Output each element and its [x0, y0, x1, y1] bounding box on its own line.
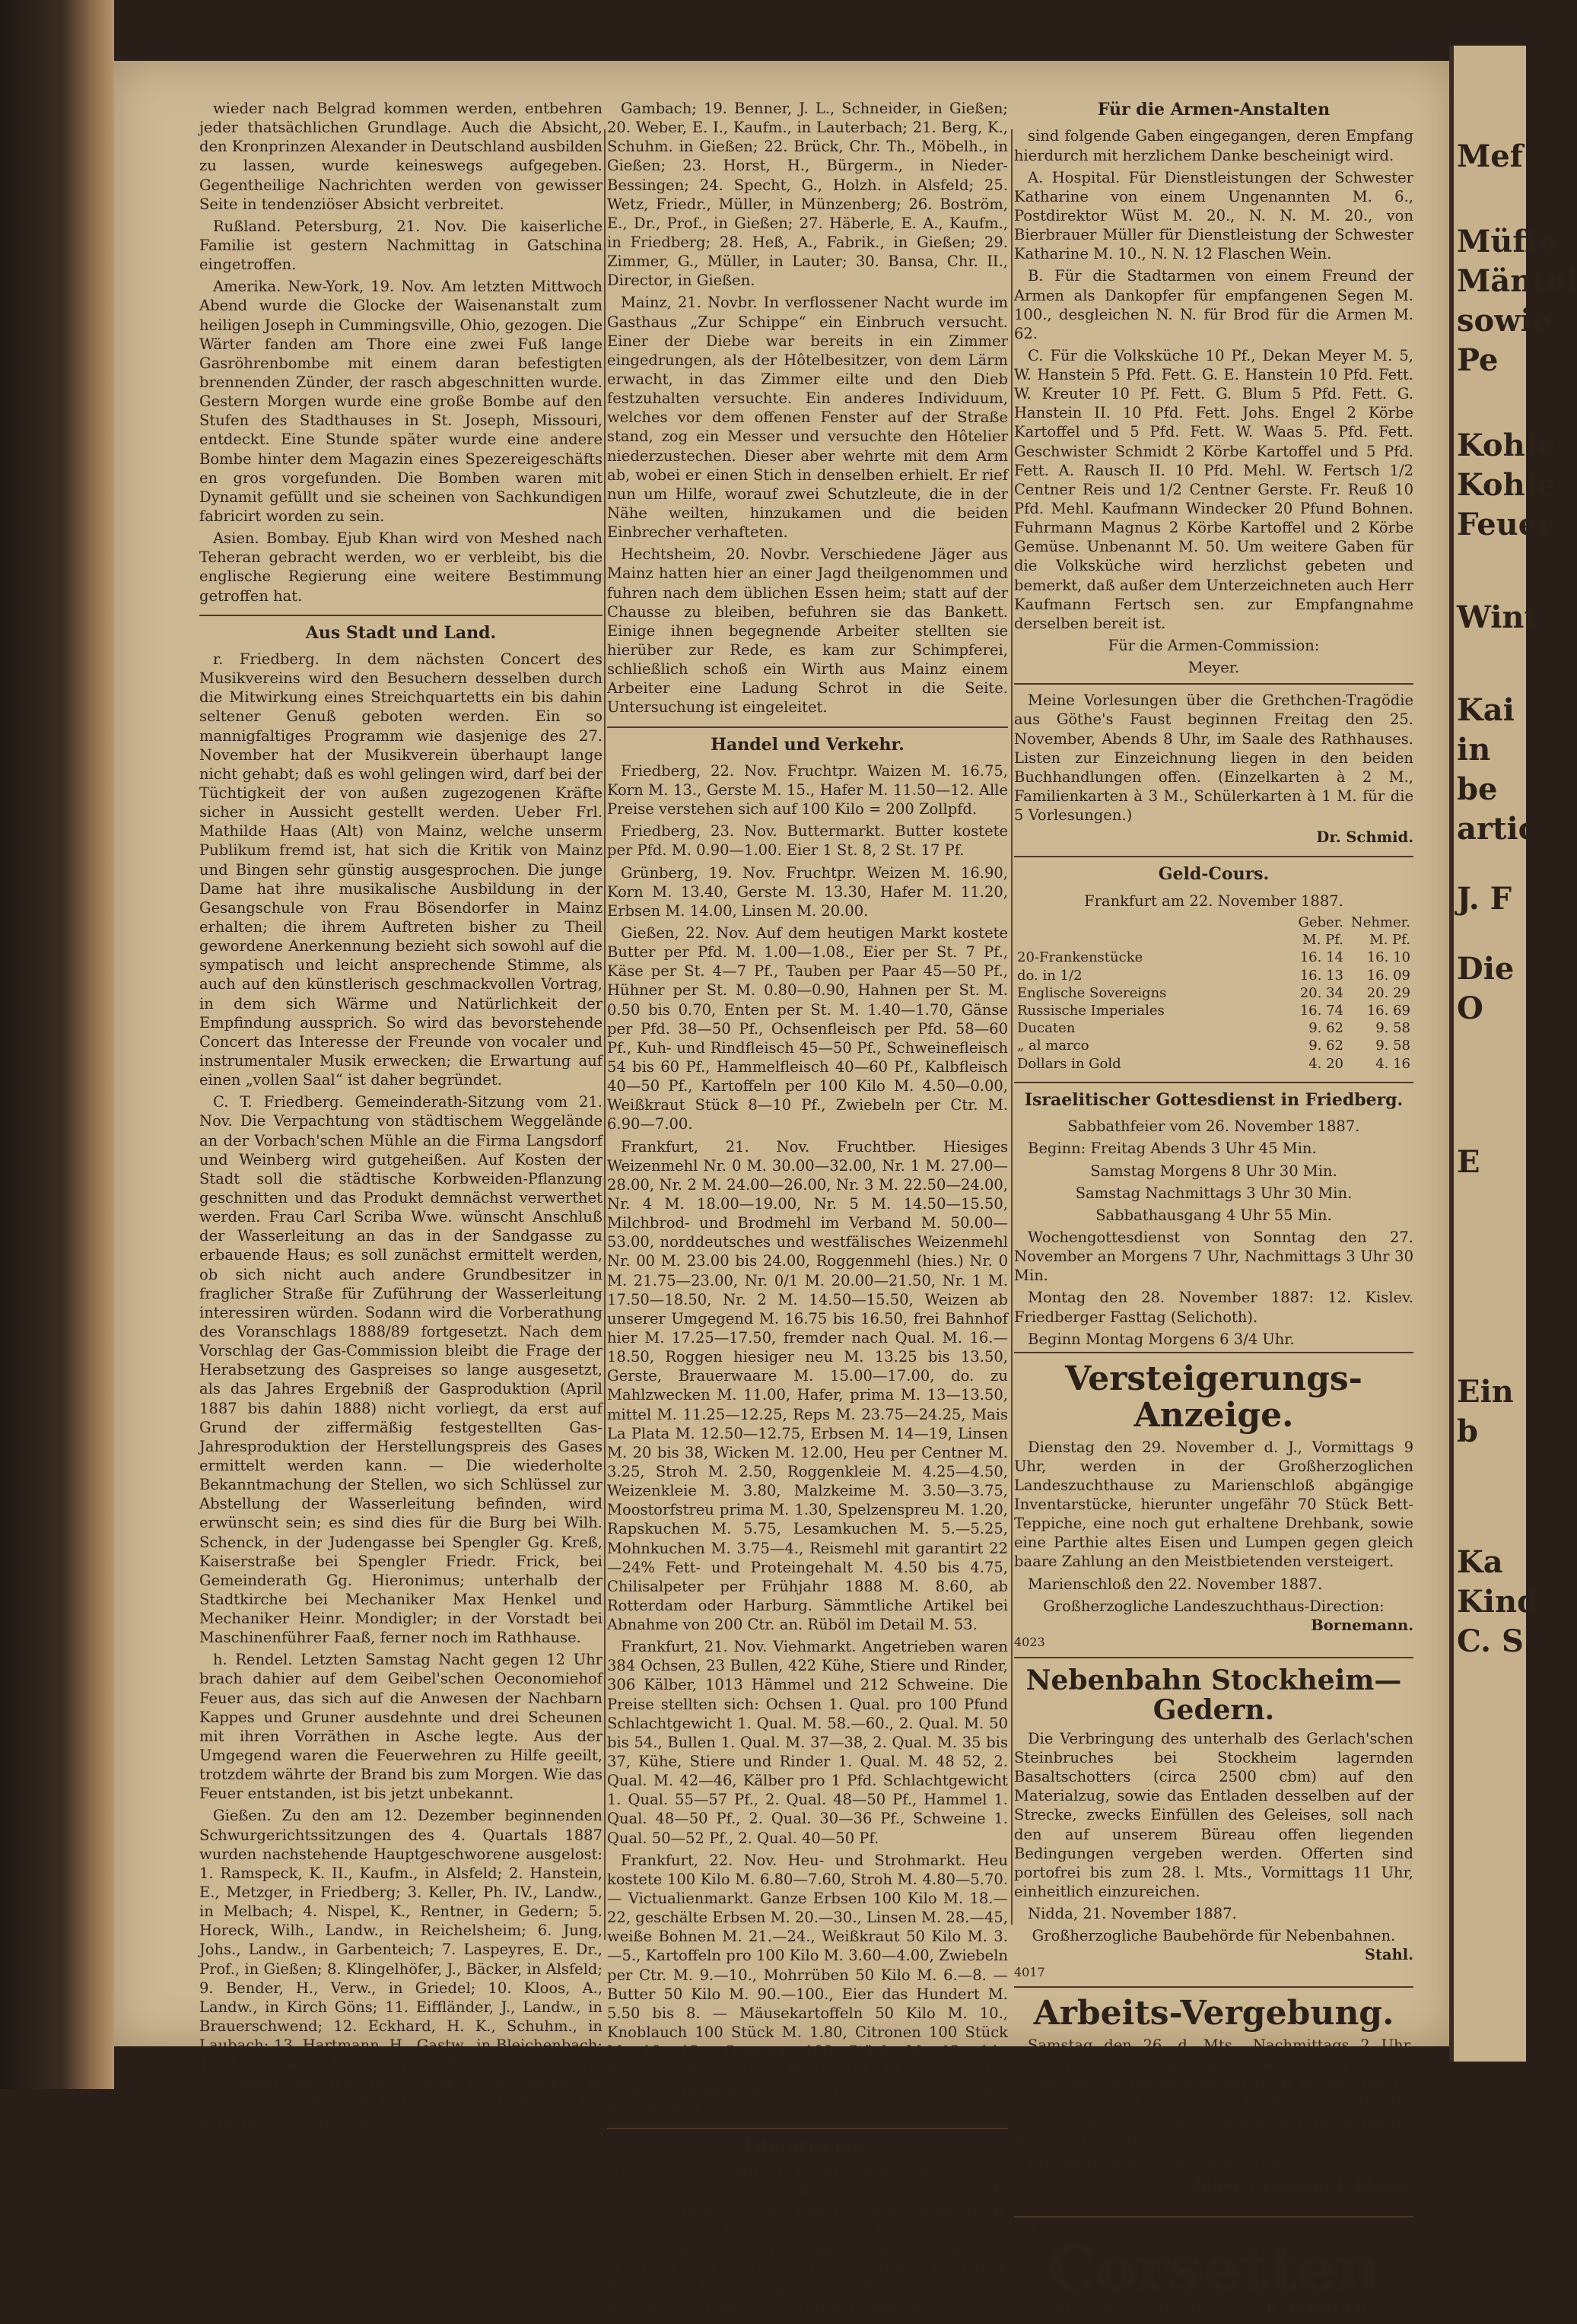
- fragment-text: Mef: [1457, 138, 1523, 174]
- fragment-text: Ein b: [1457, 1374, 1514, 1449]
- exchange-table: [1014, 914, 1413, 1073]
- section-heading: Israelitischer Gottesdienst in Friedberg.: [1014, 1082, 1413, 1111]
- article-paragraph: h. Rendel. Letzten Samstag Nacht gegen 12 Uhr brach dahier auf dem Geibel'schen Oeconomiehof Feuer aus, das sich auf die Anwesen der Nachbarn Kappes und Gruner ausdehnte und drei Scheunen mit ihren Vorräthen in Asche legte. Aus der Umgegend waren die Feuerwehren zu Hilfe geeilt, trotzdem währte der Brand bis zum Morgen. Wie das Feuer entstanden, ist bis jetzt unbekannt.: [199, 1651, 603, 1803]
- fragment-text: E: [1457, 1144, 1480, 1180]
- article-paragraph: Amerika. New-York, 19. Nov. Am letzten Mittwoch Abend wurde die Glocke der Waisenanstalt zum heiligen Joseph in Cummingsville, Ohio, gezogen. Die Wärter fanden am Thore eine zwei Fuß lange Gasröhrenbombe mit einem daran befestigten brennenden Zünder, der rasch abgeschnitten wurde. Gestern Morgen wurde eine große Bombe auf den Stufen des Stadthauses in St. Joseph, Missouri, entdeckt. Eine Stunde später wurde eine andere Bombe hinter dem Magazin eines Spezereigeschäfts en gros vorgefunden. Die Bomben waren mit Dynamit gefüllt und sie scheinen von Sachkundigen fabricirt worden zu sein.: [199, 278, 603, 525]
- ad-number: 4023: [1014, 1635, 1045, 1650]
- table-row: [1014, 914, 1413, 949]
- service-line: Sabbathausgang 4 Uhr 55 Min.: [1095, 1206, 1332, 1224]
- service-line: Montag den 28. November 1887: 12. Kislev. Friedberger Fasttag (Selichoth).: [1014, 1289, 1413, 1326]
- fragment-text: in be: [1457, 732, 1498, 807]
- table-cell: „ al marco: [1017, 1038, 1089, 1054]
- fragment-text: Müffe: [1457, 224, 1557, 259]
- article-paragraph: Gießen. Zu den am 12. Dezember beginnenden Schwurgerichtssitzungen des 4. Quartals 1887 wurden nachstehende Hauptgeschworene ausgelost: 1. Ramspeck, K. II., Kaufm., in Alsfeld; 2. Hanstein, E., Metzger, in Friedberg; 3. Keller, Ph. IV., Landw., in Melbach; 4. Nispel, K., Rentner, in Gedern; 5. Horeck, Wilh., Landw., in Reichelsheim; 6. Jung, Johs., Landw., in Garbenteich; 7. Laspeyres, E. Dr., Prof., in Gießen; 8. Klingelhöfer, J., Bäcker, in Alsfeld; 9. Bender, H., Verw., in Griedel; 10. Kloos, A., Landw., in Kirch Göns; 11. Eiffländer, J., Landw., in Brauerschwend; 12. Eckhard, H. K., Schuhm., in Laubach; 13. Hartmann, H., Gastw., in Bleichenbach; 14. Keil, Friedr., Rentner, in Melbach; 15. Chambré, K., Kaufm., in Lich; 16. Schubt, K. M., Müller, in Dorheim; 17. Ruhl, P. J., Fabrik., in Herbstein; 18. Schlunk, T., Landw., in: [199, 1807, 603, 2131]
- ad-signature: Müller, Geometer I. Klasse.: [1185, 2176, 1413, 2194]
- table-header: Nehmer. M. Pf.: [1350, 914, 1410, 949]
- ad-title: Nebenbahn Stockheim—Gedern.: [1025, 1664, 1402, 1727]
- table-cell: 16. 74: [1299, 1003, 1343, 1019]
- ad-title: Versteigerungs-Anzeige.: [1065, 1359, 1362, 1435]
- railway-ad: [1014, 1658, 1413, 1989]
- table-cell: 16. 10: [1366, 949, 1410, 966]
- ad-signature: Großherzogliche Baubehörde für Nebenbahnen.: [1032, 1927, 1396, 1945]
- table-row: [1014, 949, 1413, 966]
- table-cell: 4. 16: [1375, 1055, 1410, 1072]
- book-spine: [0, 0, 114, 2089]
- table-cell: Ducaten: [1017, 1020, 1076, 1037]
- market-paragraph: Friedberg, 22. Nov. Fruchtpr. Waizen M. 16.75, Korn M. 13., Gerste M. 15., Hafer M. 11.50—12. Alle Preise verstehen sich auf 100 Kilo = 200 Zollpfd.: [607, 761, 1008, 819]
- table-row: [1014, 967, 1413, 984]
- ad-title: Corsetten: [1047, 2232, 1381, 2304]
- table-cell: Englische Sovereigns: [1017, 984, 1167, 1001]
- lecture-notice: Meine Vorlesungen über die Grethchen-Tragödie aus Göthe's Faust beginnen Freitag den 25. November, Abends 8 Uhr, im Saale des Rathhauses. Listen zur Einzeichnung liegen in den beiden Buchhandlungen offen. (Einzelkarten à 2 M., Familienkarten à 3 M., Schülerkarten à 1 M. für die 5 Vorlesungen.): [1014, 691, 1413, 825]
- notice-paragraph: B. Für die Stadtarmen von einem Freund der Armen als Dankopfer für empfangenen Segen M. 100., desgleichen N. N. für Brod für die Armen M. 62.: [1014, 267, 1413, 342]
- fragment-text: Ka: [1457, 1544, 1503, 1580]
- article-paragraph: Hechtsheim, 20. Novbr. Verschiedene Jäger aus Mainz hatten hier an einer Jagd theilgenommen und fuhren nach dem üblichen Essen heim; statt auf der Chausse zu bleiben, befuhren sie das Bankett. Einige ihnen begegnende Arbeiter stellten sie hierüber zur Rede, es kam zur Schimpferei, schließlich schoß ein Wirth aus Mainz einem Arbeiter eine Ladung Schrot in die Seite. Untersuchung ist eingeleitet.: [607, 545, 1008, 717]
- article-paragraph: C. T. Friedberg. Gemeinderath-Sitzung vom 21. Nov. Die Verpachtung von städtischem Weggelände an der Vorbach'schen Mühle an die Firma Langsdorf und Weinberg wird gutgeheißen. Auf Kosten der Stadt soll die städtische Korbweiden-Pflanzung geschnitten und das Produkt demnächst verwerthet werden. Frau Carl Scriba Wwe. wünscht Anschluß der Wasserleitung an das in der Sandgasse zu erbauende Haus; es soll zunächst ermittelt werden, ob sich nicht auch andere Grundbesitzer in fraglicher Straße für Zuführung der Wasserleitung interessiren würden. Sodann wird die Vorberathung des Voranschlags 1888/89 fortgesetzt. Nach dem Vorschlag der Gas-Commission bleibt die Frage der Herabsetzung des Gaspreises so lange ausgesetzt, als das Jahres Ergebniß der Gasproduktion (April 1887 bis dahin 1888) nicht vorliegt, da erst auf Grund der ziffermäßig festgestellten Gas-Jahresproduktion der Herstellungspreis des Gases ermittelt werden kann. — Die wiederholte Bekanntmachung der Stellen, wo sich Schlüssel zur Abstellung der Wasserleitung befinden, wird erwünscht sein; es sind dies für die Burg bei Wilh. Schenck, in der Judengasse bei Spengler Gg. Kreß, Kaiserstraße bei Spengler Friedr. Frick, bei Gemeinderath Gg. Hieronimus; unterhalb der Stadtkirche bei Mechaniker Max Henkel und Mechaniker Heinr. Mondigler; in der Vorstadt bei Maschinenführer Faaß, ferner noch im Rathhause.: [199, 1093, 603, 1647]
- table-cell: 16. 13: [1299, 967, 1343, 984]
- fragment-text: Wint: [1457, 599, 1538, 635]
- table-cell: 16. 69: [1366, 1003, 1410, 1019]
- table-row: [1014, 1019, 1413, 1037]
- table-cell: Dollars in Gold: [1017, 1055, 1121, 1072]
- fragment-text: Mäntel: [1457, 263, 1577, 299]
- ad-number: 161: [1014, 2222, 1038, 2237]
- table-cell: do. in 1/2: [1017, 967, 1083, 984]
- table-cell: 9. 58: [1375, 1038, 1410, 1054]
- market-paragraph: Friedberg, 23. Nov. Buttermarkt. Butter kostete per Pfd. M. 0.90—1.00. Eier 1 St. 8, 2 St. 17 Pf.: [607, 822, 1008, 860]
- ad-date: Friedberg den 23. November 1887.: [1028, 2154, 1295, 2172]
- market-paragraph: Grünberg, 19. Nov. Fruchtpr. Weizen M. 16.90, Korn M. 13.40, Gerste M. 13.30, Hafer M. 11.20, Erbsen M. 14.00, Linsen M. 20.00.: [607, 863, 1008, 920]
- article-paragraph: Mainz, 21. Novbr. In verflossener Nacht wurde im Gasthaus „Zur Schippe“ ein Einbruch versucht. Einer der Diebe war bereits in ein Zimmer eingedrungen, als der Hôtelbesitzer, von dem Lärm erwacht, in das Zimmer eilte und den Dieb festzuhalten versuchte. Ein anderes Individuum, welches vor dem offenen Fenster auf der Straße stand, zog ein Messer und versuchte den Hôtelier niederzustechen. Dieser aber wehrte mit dem Arm ab, wobei er einen Stich in denselben erhielt. Er rief nun um Hilfe, worauf zwei Schutzleute, die in der Nähe weilten, hinzukamen und die beiden Einbrecher verhafteten.: [607, 294, 1008, 542]
- market-paragraph: Frankfurt, 21. Nov. Viehmarkt. Angetrieben waren 384 Ochsen, 23 Bullen, 422 Kühe, Stiere und Rinder, 306 Kälber, 1013 Hämmel und 212 Schweine. Die Preise stellten sich: Ochsen 1. Qual. pro 100 Pfund Schlachtgewicht 1. Qual. M. 58.—60., 2. Qual. M. 50 bis 54., Bullen 1. Qual. M. 37—38, 2. Qual. M. 35 bis 37, Kühe, Stiere und Rinder 1. Qual. M. 48 52, 2. Qual. M. 42—46, Kälber pro 1 Pfd. Schlachtgewicht 1. Qual. 55—57 Pf., 2. Qual. 48—50 Pf., Hammel 1. Qual. 48—50 Pf., 2. Qual. 30—36 Pf., Schweine 1. Qual. 50—52 Pf., 2. Qual. 40—50 Pf.: [607, 1638, 1008, 1847]
- auction-ad: [1014, 1352, 1413, 1658]
- fragment-text: Die O: [1457, 951, 1515, 1026]
- exchange-title: Geld-Cours.: [1014, 856, 1413, 885]
- fragment-text: Feuer: [1457, 507, 1554, 542]
- section-heading: Handel und Verkehr.: [607, 726, 1008, 755]
- ad-text: Die Verbringung des unterhalb des Gerlach'schen Steinbruches bei Stockheim lagernden Basaltschotters (circa 2500 cbm) auf den Materialzug, sowie das Entladen desselben auf der Strecke, zwecks Einfüllen des Geleises, soll nach den auf unserem Büreau offen liegenden Bedingungen vergeben werden. Offerten sind portofrei bis zum 28. l. Mts., Vormittags 11 Uhr, einheitlich einzureichen.: [1014, 1729, 1413, 1900]
- column-divider: [604, 129, 606, 1940]
- ad-text: Dienstag den 29. November d. J., Vormittags 9 Uhr, werden in der Großherzoglichen Landeszuchthause zu Marienschloß abgängige Inventarstücke, hierunter ungefähr 70 Stück Bett-Teppiche, eine noch gut erhaltene Drehbank, sowie eine Parthie altes Eisen und Lumpen gegen gleich baare Zahlung an den Meistbietenden versteigert.: [1014, 1438, 1413, 1571]
- service-line: Sabbathfeier vom 26. November 1887.: [1067, 1117, 1360, 1136]
- market-paragraph: Gießen, 22. Nov. Auf dem heutigen Markt kostete Butter per Pfd. M. 1.00—1.08., Eier per St. 7 Pf., Käse per St. 4—7 Pf., Tauben per Paar 45—50 Pf., Hühner per St. M. 0.80—0.90, Hahnen per St. M. 0.50 bis 0.70, Enten per St. M. 1.40—1.70, Gänse per Pfd. 38—50 Pf., Ochsenfleisch per Pfd. 58—60 Pf., Kuh- und Rindfleisch 45—50 Pf., Schweinefleisch 54 bis 60 Pf., Hammelfleisch 40—60 Pf., Kalbfleisch 40—50 Pf., Kartoffeln per 100 Kilo M. 4.50—0.00, Weißkraut Stück 8—10 Pf., Zwiebeln per Ctr. M. 6.90—7.00.: [607, 924, 1008, 1133]
- notice-paragraph: A. Hospital. Für Dienstleistungen der Schwester Katharine von einem Ungenannten M. 6., Postdirektor Wüst M. 20., N. N. M. 20., von Bierbrauer Müller für Dienstleistung der Schwester Katharine M. 10., N. N. 12 Flaschen Wein.: [1014, 168, 1413, 263]
- ad-date: Nidda, 21. November 1887.: [1028, 1905, 1237, 1923]
- table-cell: 20. 29: [1366, 984, 1410, 1001]
- fragment-text: Kohle: [1457, 467, 1556, 503]
- table-cell: 9. 62: [1308, 1020, 1343, 1037]
- ad-number: 4030: [1014, 2194, 1045, 2209]
- ad-date: Marienschloß den 22. November 1887.: [1028, 1575, 1323, 1593]
- ad-text: verkauft zum Selbstkostenpreise: [1014, 2299, 1261, 2317]
- section-heading: Literarisches.: [607, 2128, 1008, 2157]
- fragment-text: sowie Pe: [1457, 303, 1552, 378]
- ad-text: Samstag den 26. d. Mts., Nachmittags 2 Uhr, werden in der Gemarkung Kloppenheim an Ort und Stelle die Versteinungs-Arbeiten an Hohlwegen rc. rc., veranschlagt zu 3000 Mark, öffentlich unter den daselbst bekannt gemacht werdenden Bedingungen in Accord gegeben.: [1014, 2036, 1413, 2150]
- column-3: [1014, 99, 1413, 2317]
- fragment-text: Kind: [1457, 1584, 1539, 1620]
- ad-signature: Bornemann.: [1311, 1616, 1413, 1634]
- table-row: [1014, 984, 1413, 1002]
- table-cell: 9. 62: [1308, 1038, 1343, 1054]
- fragment-text: Kohle: [1457, 428, 1556, 463]
- service-line: Samstag Nachmittags 3 Uhr 30 Min.: [1075, 1184, 1353, 1202]
- service-line: Wochengottesdienst von Sonntag den 27. November an Morgens 7 Uhr, Nachmittags 3 Uhr 30 Min.: [1014, 1229, 1413, 1285]
- signature-intro: Für die Armen-Commission:: [1108, 637, 1320, 655]
- adjacent-page-edge: [1449, 46, 1577, 2062]
- column-2: [607, 99, 1008, 2316]
- article-paragraph: r. Friedberg. In dem nächsten Concert des Musikvereins wird den Besuchern desselben durch die Mitwirkung eines Streichquartetts ein bis dahin seltener Genuß geboten werden. Ein so mannigfaltiges Programm wie dasjenige des 27. November hat der Musikverein überhaupt lange nicht gehabt; daß es wohl gelingen wird, darf bei der Tüchtigkeit der von außen zugezogenen Kräfte sicher in Aussicht gestellt werden. Ueber Frl. Mathilde Haas (Alt) von Mainz, welche unserm Publikum fremd ist, hat sich die Kritik von Mainz und Bingen sehr günstig ausgesprochen. Die junge Dame hat ihre musikalische Ausbildung in der Gesangschule von Frau Bösendorfer in Mainz erhalten; die ihrem Auftreten bisher zu Theil gewordene Anerkennung bezieht sich sowohl auf die sympatisch und leicht ansprechende Stimme, als auch auf den künstlerisch geschmackvollen Vortrag, in dem sich Wärme und Natürlichkeit der Empfindung aussprich. So wird das bevorstehende Concert das Interesse der Freunde von vocaler und instrumentaler Musik erwecken; die Erwartung auf einen „vollen Saal“ ist daher begründet.: [199, 650, 603, 1089]
- article-paragraph: Gambach; 19. Benner, J. L., Schneider, in Gießen; 20. Weber, E. I., Kaufm., in Lauterbach; 21. Berg, K., Schuhm. in Gießen; 22. Brück, Chr. Th., Möbelh., in Gießen; 23. Horst, H., Bürgerm., in Nieder-Bessingen; 24. Specht, G., Holzh. in Alsfeld; 25. Wetz, Friedr., Müller, in Münzenberg; 26. Boström, E., Dr., Prof., in Gießen; 27. Häberle, E. A., Kaufm., in Friedberg; 28. Heß, A., Fabrik., in Gießen; 29. Zimmer, G., Müller, in Lauter; 30. Bansa, Chr. II., Director, in Gießen.: [607, 100, 1008, 290]
- column-divider: [1011, 129, 1013, 1925]
- market-paragraph: Frankfurt, 22. Nov. Heu- und Strohmarkt. Heu kostete 100 Kilo M. 6.80—7.60, Stroh M. 4.80—5.70.— Victualienmarkt. Ganze Erbsen 100 Kilo M. 18.—22, geschälte Erbsen M. 20.—30., Linsen M. 28.—45, weiße Bohnen M. 21.—24., Weißkraut 50 Kilo M. 3.—5., Kartoffeln pro 100 Kilo M. 3.60—4.00, Zwiebeln per Ctr. M. 9.—10., Mohrrüben 50 Kilo M. 6.—8. — Butter 50 Kilo M. 90.—100., Eier das Hundert M. 5.50 bis 8. — Mäusekartoffeln 50 Kilo M. 10., Knoblauch 100 Stück M. 1.80, Citronen 100 Stück M. 10.—12., Orangen 100 Stück M. 12.—14., Kastanien der Centner M. 12.—14., Maronen M. 16.—18., Blumenkohl das Hundert M. 25.—50. — Kraut das Stück M. 2.50—3.: [607, 1851, 1008, 2118]
- table-row: [1014, 1037, 1413, 1054]
- article-paragraph: Asien. Bombay. Ejub Khan wird von Meshed nach Teheran gebracht werden, wo er verbleibt, bis die englische Regierung eine weitere Bestimmung getroffen hat.: [199, 529, 603, 605]
- fragment-text: C. S: [1457, 1623, 1524, 1659]
- table-row: [1014, 1002, 1413, 1019]
- ad-title: Arbeits-Vergebung.: [1033, 1994, 1394, 2033]
- fragment-text: J. F: [1457, 881, 1512, 917]
- ad-signature: K. Friedrich.: [1265, 2299, 1372, 2317]
- fragment-text: Kai: [1457, 692, 1515, 728]
- table-cell: 9. 58: [1375, 1020, 1410, 1037]
- service-line: Beginn Montag Morgens 6 3/4 Uhr.: [1028, 1330, 1295, 1348]
- ad-signature: Stahl.: [1364, 1946, 1413, 1964]
- column-1: [199, 99, 603, 2131]
- table-cell: 16. 14: [1299, 949, 1343, 966]
- table-cell: 20-Frankenstücke: [1017, 949, 1143, 966]
- ad-signature: Großherzogliche Landeszuchthaus-Direction:: [1043, 1597, 1385, 1615]
- table-cell: 20. 34: [1299, 984, 1343, 1001]
- table-row: [1014, 1055, 1413, 1073]
- notice-paragraph: C. Für die Volksküche 10 Pf., Dekan Meyer M. 5, W. Hanstein 5 Pfd. Fett. G. E. Hanstein 10 Pfd. Fett. W. Kreuter 10 Pf. Fett. G. Blum 5 Pfd. Fett. G. Hanstein II. 10 Pfd. Fett. Johs. Engel 2 Körbe Kartoffel und 5 Pfd. Fett. W. Waas 5. Pfd. Fett. Geschwister Schmidt 2 Körbe Kartoffel und 5 Pfd. Fett. A. Rausch II. 10 Pfd. Mehl. W. Fertsch 1/2 Centner Reis und 1/2 Centner Gerste. Fr. Reuß 10 Pfd. Mehl. Kaufmann Windecker 20 Pfund Bohnen. Fuhrmann Magnus 2 Körbe Kartoffel und 2 Körbe Gemüse. Unbenannt M. 50. Um weitere Gaben für die Volksküche wird herzlichst gebeten und bemerkt, daß außer dem Unterzeichneten auch Herr Kaufmann Fertsch sen. zur Empfangnahme derselben bereit ist.: [1014, 346, 1413, 632]
- work-ad: [1014, 1988, 1413, 2217]
- article-paragraph: wieder nach Belgrad kommen werden, entbehren jeder thatsächlichen Grundlage. Auch die Absicht, den Kronprinzen Alexander in Deutschland ausbilden zu lassen, wurde keineswegs aufgegeben. Gegentheilige Nachrichten werden von gewisser Seite in tendenziöser Absicht verbreitet.: [199, 100, 603, 213]
- notice-paragraph: sind folgende Gaben eingegangen, deren Empfang hierdurch mit herzlichem Danke bescheinigt wird.: [1014, 127, 1413, 164]
- fragment-text: artic: [1457, 811, 1537, 847]
- table-cell: Russische Imperiales: [1017, 1003, 1165, 1019]
- table-cell: 4. 20: [1308, 1055, 1343, 1072]
- corset-ad: [1014, 2217, 1413, 2324]
- signature-name: Meyer.: [1188, 659, 1240, 677]
- exchange-subtitle: Frankfurt am 22. November 1887.: [1084, 892, 1343, 910]
- ad-number: 4017: [1014, 1964, 1045, 1979]
- table-cell: 16. 09: [1366, 967, 1410, 984]
- section-heading: Aus Stadt und Land.: [199, 615, 603, 644]
- table-header: Geber. M. Pf.: [1298, 914, 1343, 949]
- lecture-signature: Dr. Schmid.: [1316, 828, 1413, 847]
- market-paragraph: Frankfurt, 21. Nov. Fruchtber. Hiesiges Weizenmehl Nr. 0 M. 30.00—32.00, Nr. 1 M. 27.00—28.00, Nr. 2 M. 24.00—26.00, Nr. 3 M. 22.50—24.00, Nr. 4 M. 18.00—19.00, Nr. 5 M. 14.50—15.50, Milchbrod- und Brodmehl im Verband M. 50.00—53.00, norddeutsches und westfälisches Weizenmehl Nr. 00 M. 23.00 bis 24.00, Roggenmehl (hies.) Nr. 0 M. 21.75—23.00, Nr. 0/1 M. 20.00—21.50, Nr. 1 M. 17.50—18.50, Nr. 2 M. 14.50—15.50, Weizen ab unserer Umgegend M. 16.75 bis 16.50, frei Bahnhof hier M. 17.25—17.50, fremder nach Qual. M. 16.—18.50, Roggen hiesiger neu M. 13.25 bis 13.50, Gerste, Brauerwaare M. 15.00—17.00, do. zu Mahlzwecken M. 11.00, Hafer, prima M. 13—13.50, mittel M. 11.25—12.25, Reps M. 23.75—24.25, Mais La Plata M. 12.50—12.75, Erbsen M. 14—19, Linsen M. 20 bis 38, Wicken M. 12.00, Heu per Centner M. 3.25, Stroh M. 2.50, Roggenkleie M. 4.25—4.50, Weizenkleie M. 3.80, Malzkeime M. 3.50—3.75, Moostorfstreu prima M. 1.30, Spelzenspreu M. 1.20, Rapskuchen M. 5.75, Lesamkuchen M. 5.—5.25, Mohnkuchen M. 3.75—4., Reismehl mit garantirt 22—24% Fett- und Proteingehalt M. 4.50 bis 4.75, Chilisalpeter per Frühjahr 1888 M. 8.60, ab Rotterdam oder Harburg. Sämmtliche Artikel bei Abnahme von 200 Ctr. an. Rüböl im Detail M. 53.: [607, 1137, 1008, 1634]
- article-paragraph: Rußland. Petersburg, 21. Nov. Die kaiserliche Familie ist gestern Nachmittag in Gatschina eingetroffen.: [199, 217, 603, 274]
- section-heading: Für die Armen-Anstalten: [1097, 100, 1331, 119]
- service-line: Beginn: Freitag Abends 3 Uhr 45 Min.: [1028, 1140, 1317, 1158]
- article-paragraph: Daheim Nr. 7 enthält: Eulen und Krebse. Forts. — Kadett Vogel. Schluß. — In der Circusschule. Von B. v. Szczepanski. Mit vier Illustr. — Am Familientisch. Zu unsern Bildern: Große Fütterung, und Winterlicher Waldweg. — Eine Blüthenlese religiöser Dichtung. Von R. K. — Eine Tragödie im hohen Norden. — Im Lindenpark. Von Fr. Schanz. — Aus der Zeit — für die Zeit. — Frauen-Daheim.: [607, 2163, 1008, 2316]
- divider: [1014, 683, 1413, 685]
- service-line: Samstag Morgens 8 Uhr 30 Min.: [1090, 1162, 1337, 1180]
